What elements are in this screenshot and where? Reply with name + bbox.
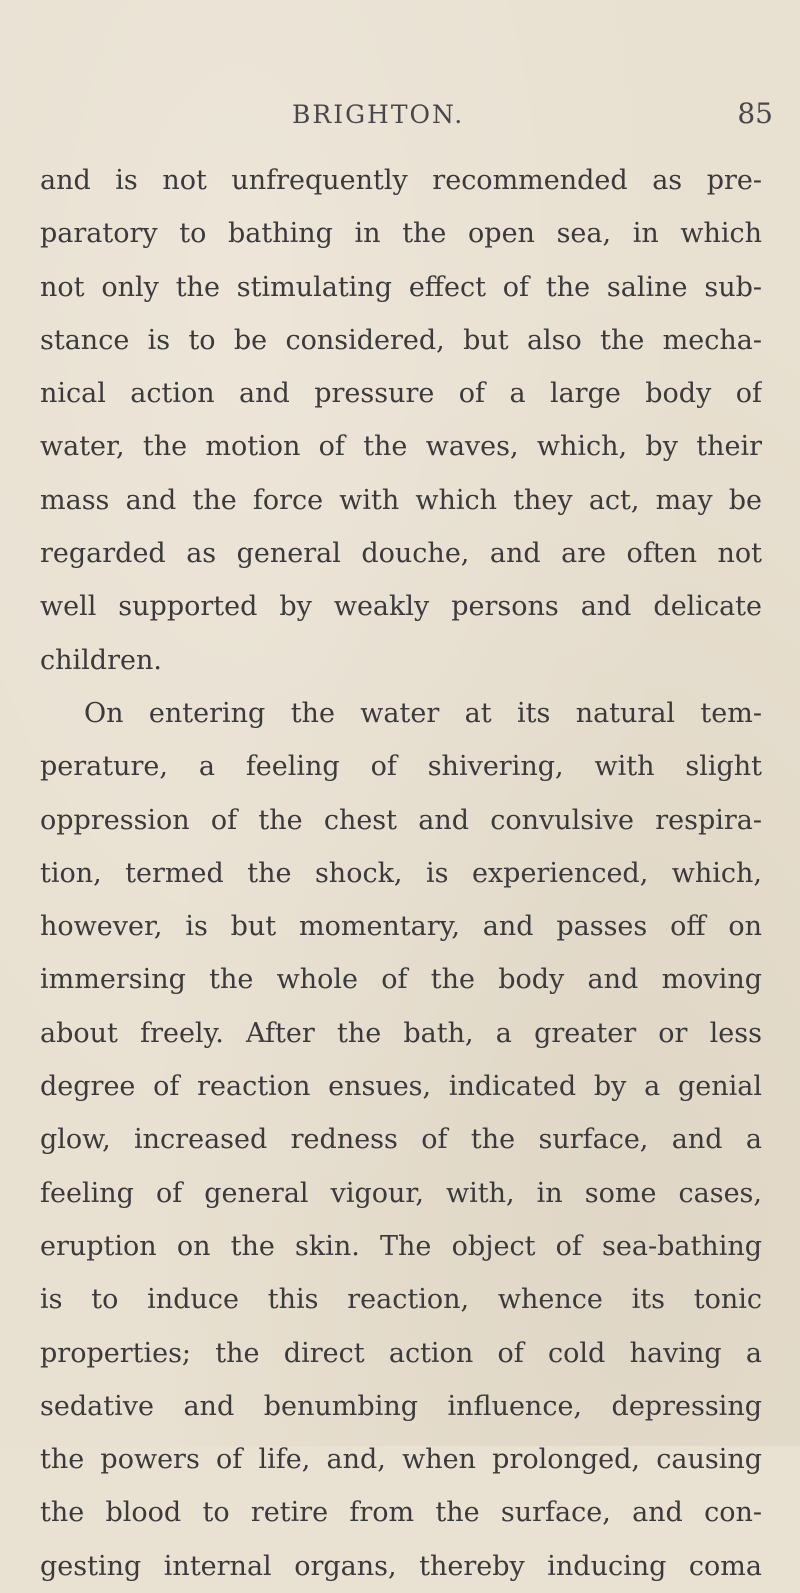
text-line: nical action and pressure of a large body of: [40, 378, 762, 410]
text-line: about freely. After the bath, a greater or less: [40, 1017, 762, 1049]
text-line: feeling of general vigour, with, in some cases,: [40, 1177, 762, 1209]
text-line: degree of reaction ensues, indicated by a genial: [40, 1071, 762, 1103]
text-line: sedative and benumbing influence, depressing: [40, 1390, 762, 1422]
text-line: stance is to be considered, but also the mecha-: [40, 324, 762, 356]
text-line: mass and the force with which they act, may be: [40, 484, 762, 516]
text-line: paratory to bathing in the open sea, in which: [40, 218, 762, 250]
text-line: regarded as general douche, and are often not: [40, 538, 762, 570]
text-line: however, is but momentary, and passes off on: [40, 911, 762, 943]
text-line: oppression of the chest and convulsive respira-: [40, 804, 762, 836]
text-line: perature, a feeling of shivering, with slight: [40, 751, 762, 783]
text-line: water, the motion of the waves, which, by their: [40, 431, 762, 463]
text-line: glow, increased redness of the surface, and a: [40, 1124, 762, 1156]
running-title: BRIGHTON.: [292, 100, 465, 129]
page-number: 85: [737, 97, 773, 130]
text-line: is to induce this reaction, whence its tonic: [40, 1284, 762, 1316]
body-text: [40, 154, 762, 1593]
text-line: tion, termed the shock, is experienced, which,: [40, 857, 762, 889]
text-line: the powers of life, and, when prolonged, causing: [40, 1444, 762, 1476]
running-head: [0, 97, 800, 140]
paragraph-end-line: children.: [40, 644, 162, 676]
text-line: and is not unfrequently recommended as pre-: [40, 165, 762, 196]
text-line: not only the stimulating effect of the saline sub-: [40, 271, 762, 303]
text-line: immersing the whole of the body and moving: [40, 964, 762, 996]
text-line: eruption on the skin. The object of sea-bathing: [40, 1230, 762, 1262]
text-line: well supported by weakly persons and delicate: [40, 591, 762, 623]
text-line: gesting internal organs, thereby inducing coma: [40, 1550, 762, 1582]
text-line: the blood to retire from the surface, and con-: [40, 1497, 762, 1529]
text-line: properties; the direct action of cold having a: [40, 1337, 762, 1369]
paragraph-start-line: On entering the water at its natural tem-: [84, 697, 762, 729]
